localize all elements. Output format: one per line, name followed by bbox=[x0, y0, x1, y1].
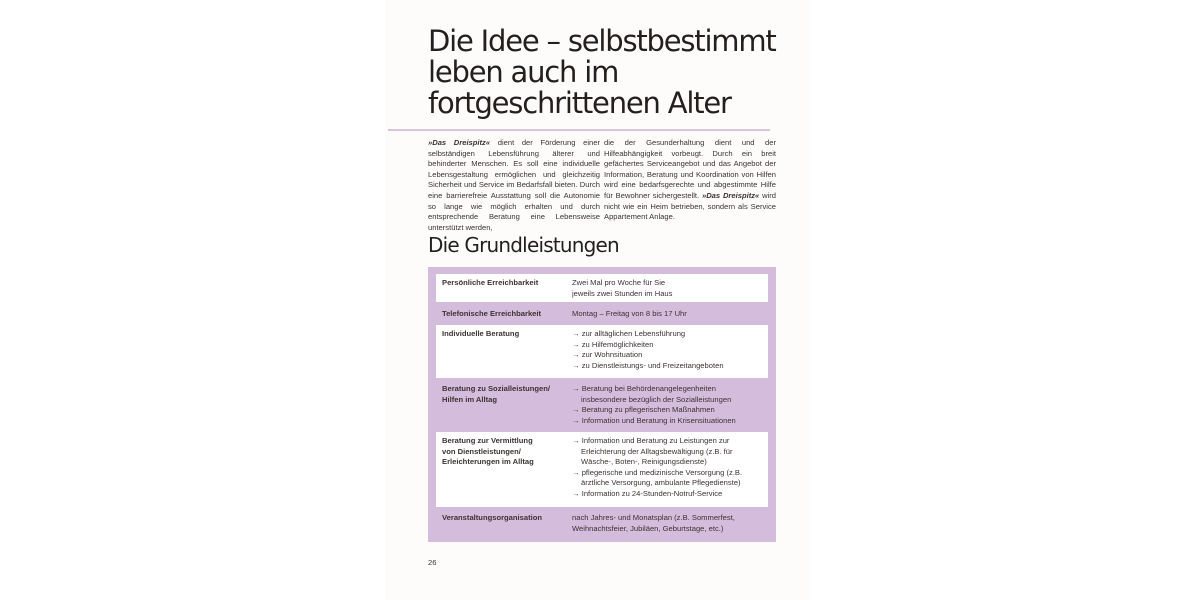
document-page bbox=[385, 0, 810, 600]
table-row bbox=[436, 378, 768, 432]
title-line-1: Die Idee – selbstbestimmt bbox=[428, 24, 776, 58]
intro-column-1: »Das Dreispitz« dient der Förderung einer selbständigen Lebensführung älterer und behinderter Menschen. Es soll eine individuelle Lebensgestaltung ermöglichen und gleichzeitig Sicherheit und Service im Bedarfsfall bieten. Durch eine barrierefreie Ausstattung soll die Autonomie so lange wie möglich erhalten und durch entsprechende Beratung eine Lebensweise unterstützt werden, bbox=[428, 138, 600, 232]
title-line-2: leben auch im bbox=[428, 55, 619, 89]
services-table bbox=[428, 267, 776, 542]
brand-name: »Das Dreispitz« bbox=[701, 190, 760, 200]
table-row bbox=[436, 325, 768, 378]
table-row bbox=[436, 507, 768, 542]
row-value: Zwei Mal pro Woche für Sie jeweils zwei Stunden im Haus bbox=[572, 278, 673, 298]
table-row bbox=[436, 302, 768, 325]
row-value: Montag – Freitag von 8 bis 17 Uhr bbox=[572, 309, 687, 318]
page-number: 26 bbox=[428, 558, 437, 567]
row-value: → Beratung bei Behördenangelegenheiten insbesondere bezüglich der Sozialleistungen → Beratung zu pflegerischen Maßnahmen → Information und Beratung in Krisensituationen bbox=[572, 384, 736, 425]
row-value: nach Jahres- und Monatsplan (z.B. Sommerfest, Weihnachtsfeier, Jubiläen, Geburtstage, etc.) bbox=[572, 513, 735, 533]
intro-column-2: die der Gesunderhaltung dient und der Hilfeabhängigkeit vorbeugt. Durch ein breit gefächertes Serviceangebot und das Angebot der Information, Beratung und Koordination von Hilfen wird eine bedarfsgerechte und abgestimmte Hilfe für Bewohner sichergestellt. »Das Dreispitz« wird nicht wie ein Heim betrieben, sondern als Service Appartement Anlage. bbox=[604, 138, 776, 222]
section-title: Die Grundleistungen bbox=[428, 233, 619, 257]
row-label: Persönliche Erreichbarkeit bbox=[442, 278, 539, 287]
row-label: Veranstaltungsorganisation bbox=[442, 513, 543, 522]
page-title bbox=[428, 26, 808, 119]
title-divider bbox=[388, 129, 770, 131]
intro-text bbox=[428, 138, 776, 233]
row-label: Beratung zu Sozialleistungen/ Hilfen im Alltag bbox=[442, 384, 551, 404]
title-line-3: fortgeschrittenen Alter bbox=[428, 86, 731, 120]
row-label: Beratung zur Vermittlung von Dienstleistungen/ Erleichterungen im Alltag bbox=[442, 436, 534, 467]
row-value: → zur alltäglichen Lebensführung → zu Hilfemöglichkeiten → zur Wohnsituation → zu Dienstleistungs- und Freizeitangeboten bbox=[572, 329, 724, 370]
row-label: Individuelle Beratung bbox=[442, 329, 520, 338]
table-row bbox=[436, 432, 768, 507]
row-label: Telefonische Erreichbarkeit bbox=[442, 309, 542, 318]
table-row bbox=[436, 274, 768, 302]
brand-name: »Das Dreispitz« bbox=[428, 138, 491, 147]
row-value: → Information und Beratung zu Leistungen zur Erleichterung der Alltagsbewältigung (z.B. für Wäsche-, Boten-, Reinigungsdienste) → pflegerische und medizinische Versorgung (z.B. ärztliche Versorgung, ambulante Pflegedienste) → Information zu 24-Stunden-Notruf-Service bbox=[572, 436, 743, 498]
